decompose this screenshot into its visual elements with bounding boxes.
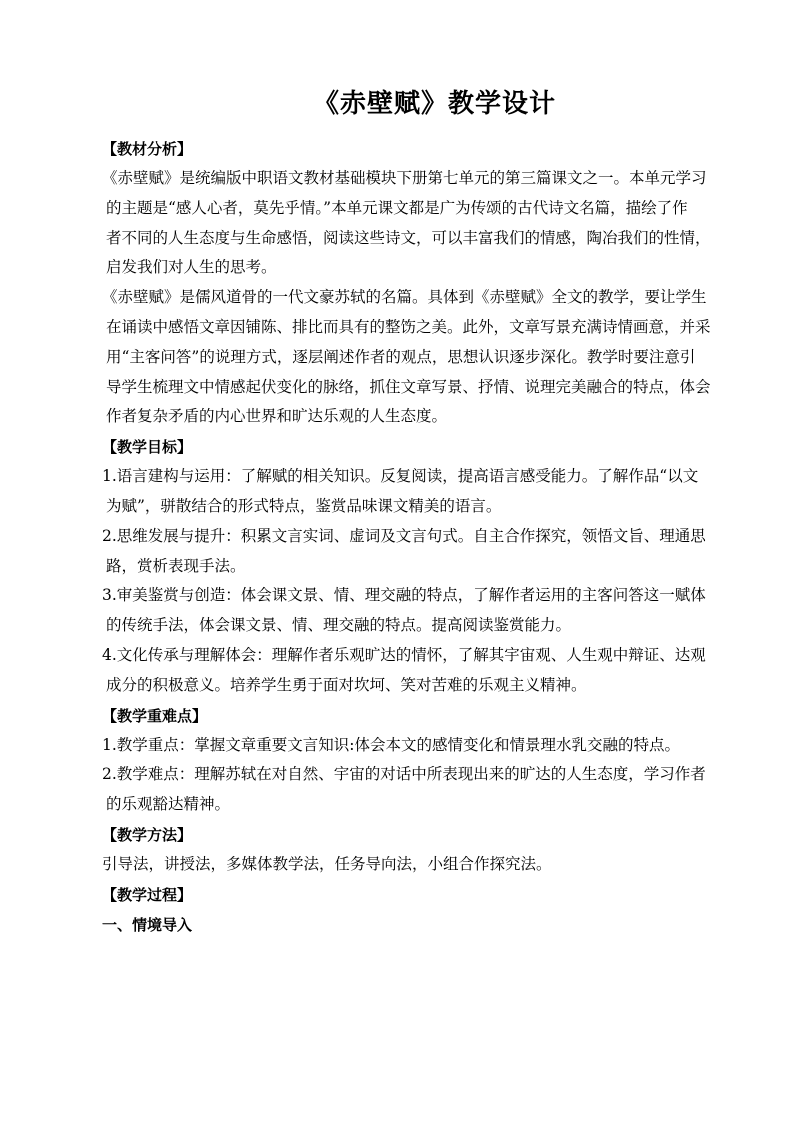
document-title: 《赤壁赋》教学设计 <box>312 89 556 119</box>
paragraph-line: 1.语言建构与运用：了解赋的相关知识。反复阅读，提高语言感受能力。了解作品“以文 <box>102 467 699 486</box>
paragraph-line: 的乐观豁达精神。 <box>106 795 231 814</box>
paragraph-line: 用“主客问答”的说理方式，逐层阐述作者的观点，思想认识逐步深化。教学时要注意引 <box>106 347 696 366</box>
document-page <box>102 84 727 940</box>
methods-paragraph <box>102 850 727 880</box>
paragraph-line: 的传统手法，体会课文景、情、理交融的特点。提高阅读鉴赏能力。 <box>106 616 572 635</box>
analysis-paragraph-1 <box>102 164 727 283</box>
goal-item-4 <box>102 641 727 701</box>
key-point-item-1 <box>102 731 727 761</box>
paragraph-line: 《赤壁赋》是统编版中职语文教材基础模块下册第七单元的第三篇课文之一。本单元学习 <box>102 169 707 187</box>
paragraph-line: 者不同的人生态度与生命感悟，阅读这些诗文，可以丰富我们的情感，陶冶我们的性情， <box>106 228 711 247</box>
paragraph-line: 1.教学重点：掌握文章重要文言知识:体会本文的感情变化和情景理水乳交融的特点。 <box>102 735 681 754</box>
paragraph-line: 引导法，讲授法，多媒体教学法，任务导向法，小组合作探究法。 <box>102 854 552 873</box>
process-step-heading: 一、情境导入 <box>102 915 193 934</box>
paragraph-line: 的主题是“感人心者，莫先乎情。”本单元课文都是广为传颂的古代诗文名篇，描绘了作 <box>106 198 688 217</box>
paragraph-line: 路，赏析表现手法。 <box>106 556 246 575</box>
goal-item-1 <box>102 462 727 522</box>
section-heading-methods: 【教学方法】 <box>102 825 193 844</box>
paragraph-line: 为赋”，骈散结合的形式特点，鉴赏品味课文精美的语言。 <box>106 496 502 515</box>
section-heading-goals: 【教学目标】 <box>102 438 193 457</box>
goal-item-3 <box>102 581 727 641</box>
paragraph-line: 在诵读中感悟文章因铺陈、排比而具有的整饬之美。此外，文章写景充满诗情画意，并采 <box>106 317 711 336</box>
paragraph-line: 成分的积极意义。培养学生勇于面对坎坷、笑对苦难的乐观主义精神。 <box>106 675 587 694</box>
paragraph-line: 2.教学难点：理解苏轼在对自然、宇宙的对话中所表现出来的旷达的人生态度，学习作者 <box>102 765 706 784</box>
goal-item-2 <box>102 522 727 582</box>
paragraph-line: 4.文化传承与理解体会：理解作者乐观旷达的情怀，了解其宇宙观、人生观中辩证、达观 <box>102 645 706 664</box>
paragraph-line: 《赤壁赋》是儒风道骨的一代文豪苏轼的名篇。具体到《赤壁赋》全文的教学，要让学生 <box>102 288 707 307</box>
paragraph-line: 导学生梳理文中情感起伏变化的脉络，抓住文章写景、抒情、说理完美融合的特点，体会 <box>106 377 711 396</box>
analysis-paragraph-2 <box>102 283 727 432</box>
paragraph-line: 启发我们对人生的思考。 <box>106 258 277 277</box>
section-heading-process: 【教学过程】 <box>102 885 193 904</box>
section-heading-analysis: 【教材分析】 <box>102 140 193 158</box>
paragraph-line: 3.审美鉴赏与创造：体会课文景、情、理交融的特点，了解作者运用的主客问答这一赋体 <box>102 586 706 605</box>
section-heading-key-points: 【教学重难点】 <box>102 706 208 725</box>
key-point-item-2 <box>102 760 727 820</box>
paragraph-line: 2.思维发展与提升：积累文言实词、虚词及文言句式。自主合作探究，领悟文旨、理通思 <box>102 526 706 545</box>
paragraph-line: 作者复杂矛盾的内心世界和旷达乐观的人生态度。 <box>106 407 448 426</box>
